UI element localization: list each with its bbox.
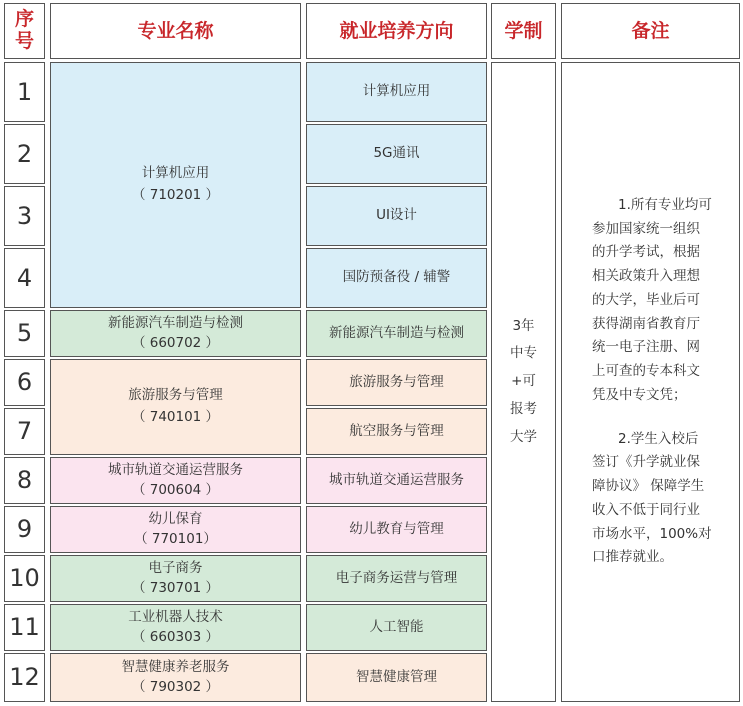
row-number-text: 6	[16, 368, 33, 397]
row-number	[4, 310, 45, 357]
major-name: 计算机应用	[141, 165, 210, 182]
row-number	[4, 359, 45, 406]
remark-cell	[561, 62, 740, 702]
row-number	[4, 506, 45, 553]
direction-text: 航空服务与管理	[349, 422, 444, 439]
remark-line: 的大学，毕业后可	[592, 291, 700, 308]
row-number	[4, 62, 45, 122]
direction-text: 旅游服务与管理	[349, 373, 444, 390]
header-major-label: 专业名称	[137, 19, 214, 42]
direction-cell	[306, 457, 487, 504]
remark-line: 上可查的专本科文	[592, 363, 700, 380]
row-number-text: 11	[9, 613, 40, 642]
direction-text: 城市轨道交通运营服务	[329, 471, 464, 488]
direction-cell	[306, 604, 487, 651]
major-cell	[50, 457, 301, 504]
direction-text: 新能源汽车制造与检测	[329, 324, 464, 341]
direction-text: 幼儿教育与管理	[349, 520, 444, 537]
study-line: 大学	[510, 428, 537, 445]
row-number	[4, 186, 45, 246]
major-cell	[50, 310, 301, 357]
major-code: （ 660702 ）	[131, 334, 220, 351]
remark-line: 市场水平，100%对	[592, 525, 712, 542]
direction-cell	[306, 506, 487, 553]
direction-cell	[306, 186, 487, 246]
direction-text: 5G通讯	[373, 145, 420, 162]
row-number-text: 12	[9, 663, 40, 692]
row-number-text: 5	[16, 319, 33, 348]
remark-line: 1.所有专业均可	[618, 196, 712, 213]
row-number-text: 4	[16, 263, 33, 292]
study-line: 3年	[512, 317, 535, 334]
direction-cell	[306, 124, 487, 184]
header-study-label: 学制	[504, 19, 543, 42]
header-remark	[561, 3, 740, 59]
major-name: 电子商务	[148, 559, 203, 576]
major-cell	[50, 604, 301, 651]
header-direction-label: 就业培养方向	[339, 19, 454, 42]
row-number	[4, 604, 45, 651]
direction-cell	[306, 248, 487, 308]
direction-cell	[306, 555, 487, 602]
major-code: （ 710201 ）	[131, 187, 220, 203]
row-number	[4, 248, 45, 308]
header-major	[50, 3, 301, 59]
remark-paragraph-1	[592, 194, 712, 408]
major-cell	[50, 555, 301, 602]
direction-text: 国防预备役 / 辅警	[342, 269, 451, 286]
remark-line: 收入不低于同行业	[592, 501, 700, 518]
remark-line: 获得湖南省教育厅	[592, 315, 700, 332]
direction-text: 人工智能	[369, 618, 424, 635]
remark-line: 参加国家统一组织	[592, 220, 700, 237]
row-number-text: 9	[16, 515, 33, 544]
remark-line: 签订《升学就业保	[592, 454, 700, 471]
major-code: （ 660303 ）	[131, 628, 220, 645]
remark-line: 相关政策升入理想	[592, 268, 700, 285]
row-number-text: 8	[16, 466, 33, 495]
direction-text: 电子商务运营与管理	[335, 569, 458, 586]
header-study	[491, 3, 556, 59]
major-code: （ 790302 ）	[131, 678, 220, 695]
study-line: +可	[511, 373, 536, 390]
header-no-label: 序号	[14, 8, 34, 52]
remark-line: 的升学考试，根据	[592, 244, 700, 261]
direction-cell	[306, 310, 487, 357]
remark-line: 障协议》 保障学生	[592, 478, 705, 495]
direction-text: 智慧健康管理	[356, 668, 437, 685]
major-code: （ 700604 ）	[131, 481, 220, 498]
remark-paragraph-2	[592, 428, 712, 571]
major-cell	[50, 653, 301, 702]
major-name: 新能源汽车制造与检测	[108, 314, 243, 331]
major-name: 旅游服务与管理	[128, 387, 223, 404]
row-number-text: 1	[16, 77, 33, 106]
major-code: （ 770101）	[134, 530, 217, 547]
header-direction	[306, 3, 487, 59]
major-name: 智慧健康养老服务	[121, 658, 230, 675]
row-number-text: 3	[16, 201, 33, 230]
major-name: 工业机器人技术	[128, 608, 223, 625]
major-code: （ 730701 ）	[131, 579, 220, 596]
row-number	[4, 408, 45, 455]
row-number-text: 7	[16, 417, 33, 446]
row-number-text: 2	[16, 139, 33, 168]
header-remark-label: 备注	[631, 19, 670, 42]
direction-cell	[306, 359, 487, 406]
direction-cell	[306, 62, 487, 122]
direction-text: 计算机应用	[362, 83, 431, 100]
major-cell	[50, 506, 301, 553]
study-line: 报考	[510, 400, 537, 417]
remark-line: 凭及中专文凭；	[592, 386, 687, 403]
major-name: 幼儿保育	[148, 510, 203, 527]
row-number	[4, 457, 45, 504]
row-number	[4, 555, 45, 602]
row-number	[4, 653, 45, 702]
major-name: 城市轨道交通运营服务	[108, 461, 243, 478]
row-number	[4, 124, 45, 184]
direction-text: UI设计	[376, 207, 417, 224]
direction-cell	[306, 408, 487, 455]
remark-line: 统一电子注册、网	[592, 339, 700, 356]
major-code: （ 740101 ）	[131, 409, 220, 425]
row-number-text: 10	[9, 564, 40, 593]
direction-cell	[306, 653, 487, 702]
major-cell	[50, 62, 301, 308]
remark-line: 2.学生入校后	[618, 430, 699, 447]
study-length-cell	[491, 62, 556, 702]
study-line: 中专	[510, 345, 537, 362]
header-no	[4, 3, 45, 59]
remark-line: 口推荐就业。	[592, 549, 673, 566]
major-cell	[50, 359, 301, 455]
